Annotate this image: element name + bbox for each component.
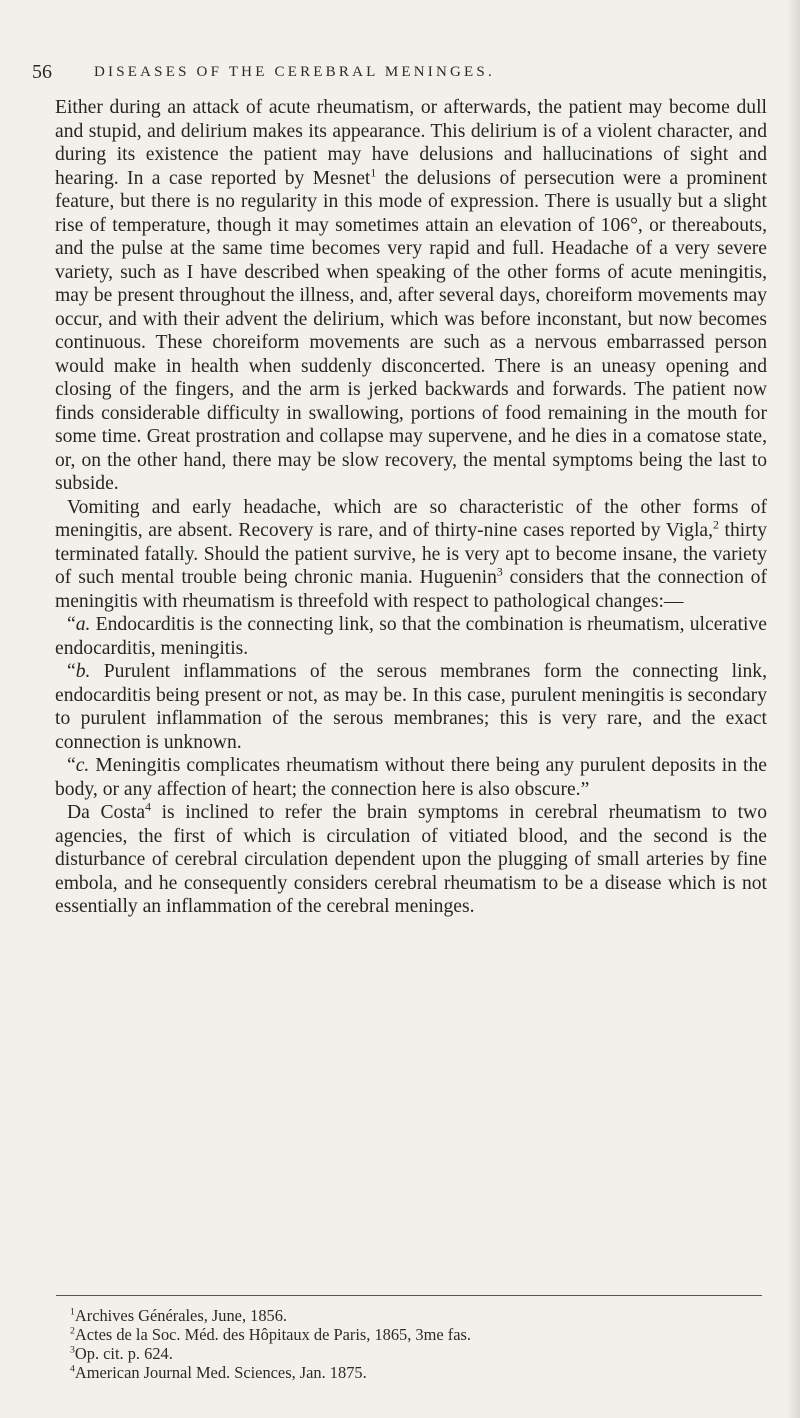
text-run: “ xyxy=(67,614,76,635)
footnote-reference: 1 xyxy=(370,165,377,179)
text-run: Meningitis complicates rheumatism without there being any purulent deposits in the body, or any affection of heart; the connection here is also obscure.” xyxy=(55,755,767,800)
text-run: considers that the connection of meningitis with rheumatism is threefold with respect to pathological changes:— xyxy=(55,567,767,612)
footnote xyxy=(70,1306,760,1325)
text-run: Purulent inflammations of the serous membranes form the connecting link, endocarditis being present or not, as may be. In this case, purulent meningitis is secondary to purulent inflammation of the serous membranes; this is very rare, and the exact connection is unknown. xyxy=(55,661,767,753)
text-run: Endocarditis is the connecting link, so that the combination is rheumatism, ulcerative endocarditis, meningitis. xyxy=(55,614,767,659)
text-run: Either during an attack of acute rheumatism, or afterwards, the patient may become dull and stupid, and delirium makes its appearance. This delirium is of a violent character, and during its existence the patient may have delusions and hallucinations of sight and hearing. In a case reported by Mesnet xyxy=(55,97,767,189)
footnote-rule xyxy=(56,1295,762,1296)
text-run: Da Costa xyxy=(67,802,146,823)
paragraph xyxy=(55,660,767,754)
list-marker: a. xyxy=(75,614,91,635)
text-run: is inclined to refer the brain symptoms in cerebral rheumatism to two agencies, the first of which is circulation of vitiated blood, and the second is the disturbance of cerebral circulation dependent upon the plugging of small arteries by fine embola, and he consequently considers cerebral rheumatism to be a disease which is not essentially an inflammation of the cerebral meninges. xyxy=(55,802,767,917)
footnote xyxy=(70,1363,760,1382)
text-run: “ xyxy=(67,661,76,682)
paragraph xyxy=(55,496,767,614)
footnote-text: Archives Générales, June, 1856. xyxy=(74,1306,288,1325)
footnote-mark: 3 xyxy=(70,1344,75,1356)
footnote-text: Op. cit. p. 624. xyxy=(74,1344,173,1363)
body-text xyxy=(55,96,767,919)
page-number: 56 xyxy=(32,61,52,83)
paragraph xyxy=(55,801,767,919)
footnote-mark: 4 xyxy=(70,1363,75,1375)
paragraph xyxy=(55,96,767,496)
footnote xyxy=(70,1325,760,1344)
page-edge-shadow xyxy=(786,0,800,1418)
footnote-mark: 1 xyxy=(70,1306,75,1318)
footnote xyxy=(70,1344,760,1363)
text-run: thirty terminated fatally. Should the patient survive, he is very apt to become insane, the variety of such mental trouble being chronic mania. Huguenin xyxy=(55,520,767,588)
running-header xyxy=(32,61,772,85)
footnote-reference: 3 xyxy=(496,565,503,579)
footnote-reference: 4 xyxy=(145,800,151,814)
text-run: “ xyxy=(67,755,76,776)
footnote-text: American Journal Med. Sciences, Jan. 1875. xyxy=(74,1363,367,1382)
text-run: the delusions of persecution were a prominent feature, but there is no regularity in this mode of expression. There is usually but a slight rise of temperature, though it may sometimes attain an elevation of 106°, or thereabouts, and the pulse at the same time becomes very rapid and full. Headache of a very severe variety, such as I have described when speaking of the other forms of acute meningitis, may be present throughout the illness, and, after several days, choreiform movements may occur, and with their advent the delirium, which was before inconstant, but now becomes continuous. These choreiform movements are such as a nervous embarrassed person would make in health when suddenly disconcerted. There is an uneasy opening and closing of the fingers, and the arm is jerked backwards and forwards. The patient now finds considerable difficulty in swallowing, portions of food remaining in the mouth for some time. Great prostration and collapse may supervene, and he dies in a comatose state, or, on the other hand, there may be slow recovery, the mental symptoms being the last to subside. xyxy=(55,167,768,494)
paragraph xyxy=(55,613,767,660)
paragraph xyxy=(55,754,767,801)
footnote-mark: 2 xyxy=(70,1325,75,1337)
text-run: Vomiting and early headache, which are so characteristic of the other forms of meningitis, are absent. Recovery is rare, and of thirty-nine cases reported by Vigla, xyxy=(55,496,767,541)
list-marker: c. xyxy=(75,755,90,776)
footnotes xyxy=(70,1306,760,1382)
running-title: DISEASES OF THE CEREBRAL MENINGES. xyxy=(94,64,495,80)
list-marker: b. xyxy=(75,661,91,682)
footnote-text: Actes de la Soc. Méd. des Hôpitaux de Paris, 1865, 3me fas. xyxy=(74,1325,471,1344)
footnote-reference: 2 xyxy=(713,518,719,532)
